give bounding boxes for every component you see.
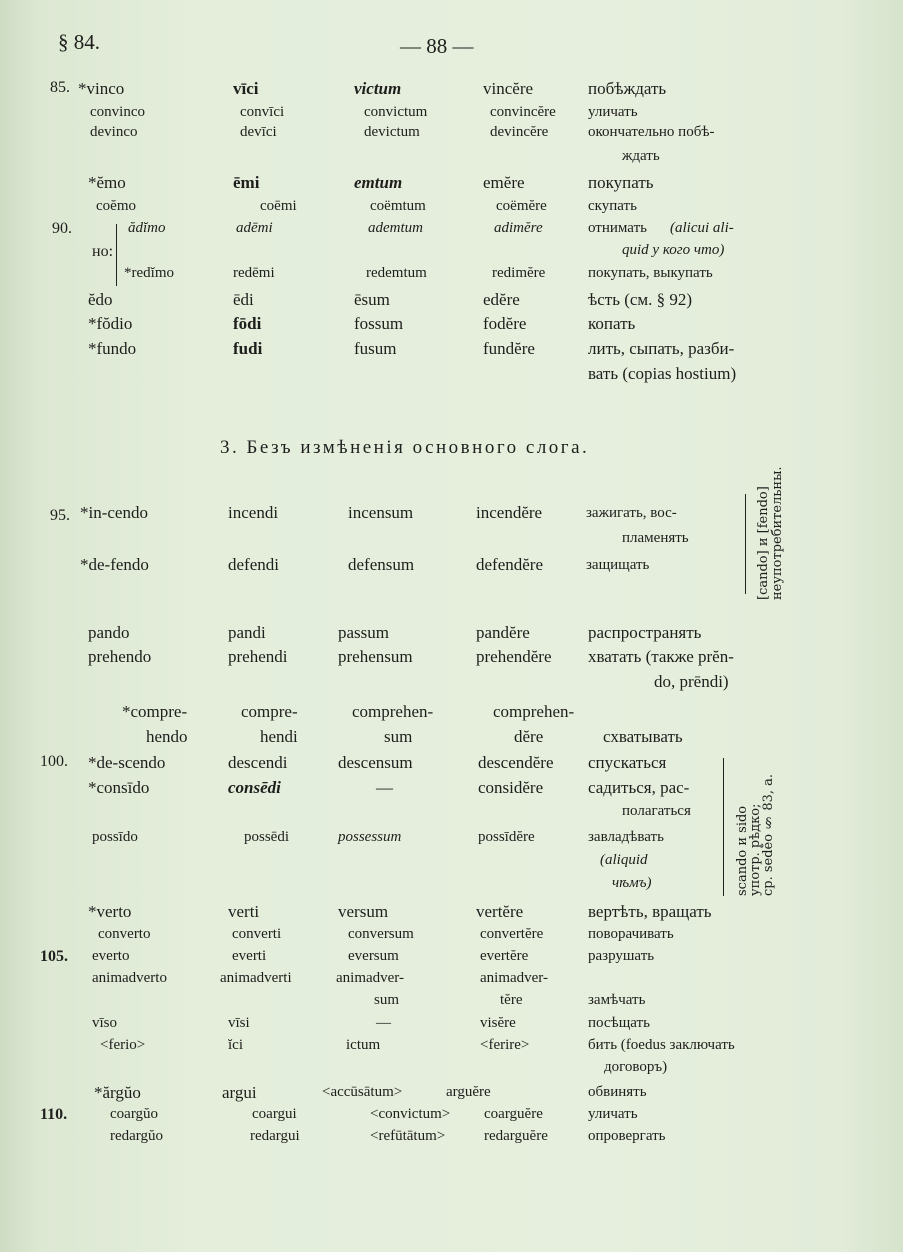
- present-form: *fŏdio: [88, 314, 133, 333]
- meaning: схватывать: [603, 727, 683, 746]
- perfect-form: consēdi: [228, 778, 281, 797]
- supine-form: <convictum>: [370, 1106, 451, 1122]
- but-label: но:: [92, 243, 114, 260]
- table-row: [0, 1015, 903, 1037]
- present-form: possīdo: [92, 829, 138, 845]
- meaning: хватать (также prĕn-: [588, 647, 734, 666]
- perfect-form: convīci: [240, 104, 285, 120]
- supine-form: animadver-: [336, 970, 404, 986]
- meaning: вертѣть, вращать: [588, 902, 712, 921]
- supine-form: —: [376, 1015, 391, 1031]
- meaning: опровергать: [588, 1128, 666, 1144]
- supine-form: ictum: [346, 1037, 381, 1053]
- table-row: [0, 198, 903, 220]
- side-note-line: неупотребительны.: [770, 466, 785, 600]
- row-number: 110.: [40, 1106, 68, 1123]
- present-form: ădĭmo: [128, 220, 166, 236]
- supine-form: eversum: [348, 948, 399, 964]
- meaning-continuation: ждать: [622, 148, 660, 164]
- meaning: обвинять: [588, 1084, 647, 1100]
- side-note-line: scando и sido: [735, 805, 750, 896]
- meaning: посѣщать: [588, 1015, 650, 1031]
- supine-form: coëmtum: [370, 198, 426, 214]
- supine-form: versum: [338, 902, 389, 921]
- meaning: бить (foedus заключать: [588, 1037, 735, 1053]
- meaning: покупать: [588, 173, 654, 192]
- table-row-continuation: [0, 727, 903, 749]
- meaning: зажигать, вос-: [586, 505, 677, 521]
- meaning: уличать: [588, 1106, 638, 1122]
- present-form: vīso: [92, 1015, 118, 1031]
- supine-form: <refūtātum>: [370, 1128, 446, 1144]
- perfect-form: everti: [232, 948, 267, 964]
- meaning-continuation: пламенять: [622, 530, 689, 546]
- infinitive-form: adimĕre: [494, 220, 543, 236]
- table-row: [0, 902, 903, 924]
- table-row: [0, 970, 903, 992]
- present-form: animadverto: [92, 970, 167, 986]
- table-row: [0, 314, 903, 336]
- supine-form: convictum: [364, 104, 428, 120]
- present-form: *in-cendo: [80, 503, 148, 522]
- table-row-continuation: [0, 364, 903, 386]
- table-row: [0, 1083, 903, 1105]
- perfect-form: redēmi: [233, 265, 275, 281]
- infinitive-form: coëmĕre: [496, 198, 547, 214]
- table-row-continuation: [0, 1059, 903, 1081]
- table-row: [0, 1037, 903, 1059]
- side-note-rare-forms: [736, 758, 775, 896]
- supine-form-continuation: sum: [384, 727, 413, 746]
- row-number: 90.: [52, 220, 72, 237]
- infinitive-form: pandĕre: [476, 623, 530, 642]
- table-row: [0, 647, 903, 669]
- infinitive-form: animadver-: [480, 970, 548, 986]
- supine-form: <accūsātum>: [322, 1084, 403, 1100]
- supine-form: comprehen-: [352, 702, 434, 721]
- meaning: завладѣвать: [588, 829, 664, 845]
- supine-form: defensum: [348, 555, 415, 574]
- table-row: [0, 79, 903, 101]
- present-form: *de-fendo: [80, 555, 149, 574]
- present-form: *verto: [88, 902, 132, 921]
- table-row: [0, 1106, 903, 1128]
- infinitive-form: vincĕre: [483, 79, 534, 98]
- table-row: [0, 702, 903, 724]
- present-form: everto: [92, 948, 130, 964]
- brace: [723, 758, 724, 896]
- table-row: [0, 124, 903, 146]
- supine-form: descensum: [338, 753, 413, 772]
- present-form: devinco: [90, 124, 138, 140]
- meaning-gloss: (aliquid: [600, 852, 648, 868]
- supine-form: incensum: [348, 503, 414, 522]
- table-row: [0, 104, 903, 126]
- side-note-line: употр. рѣдко;: [748, 803, 763, 896]
- supine-form: ademtum: [368, 220, 423, 236]
- perfect-form-continuation: hendi: [260, 727, 298, 746]
- supine-form: redemtum: [366, 265, 427, 281]
- perfect-form: argui: [222, 1083, 257, 1102]
- present-form: *ărgŭo: [94, 1083, 141, 1102]
- infinitive-form: fundĕre: [483, 339, 535, 358]
- infinitive-form: considĕre: [478, 778, 544, 797]
- present-form: ĕdo: [88, 290, 113, 309]
- infinitive-form: comprehen-: [493, 702, 575, 721]
- perfect-form: prehendi: [228, 647, 288, 666]
- meaning: покупать, выкупать: [588, 265, 713, 281]
- row-number: 95.: [50, 507, 70, 524]
- meaning: распространять: [588, 623, 702, 642]
- present-form: *vinco: [78, 79, 125, 98]
- supine-form: devictum: [364, 124, 420, 140]
- meaning-continuation: do, prēndi): [654, 672, 729, 691]
- meaning-continuation: полагаться: [622, 803, 691, 819]
- table-row-continuation: [0, 992, 903, 1014]
- perfect-form: vīsi: [228, 1015, 250, 1031]
- infinitive-form: convertĕre: [480, 926, 544, 942]
- meaning-gloss: (alicui ali-: [670, 220, 734, 236]
- table-row: [0, 948, 903, 970]
- perfect-form: vīci: [233, 79, 259, 98]
- table-row: [0, 339, 903, 361]
- infinitive-form-continuation: tĕre: [500, 992, 523, 1008]
- infinitive-form: incendĕre: [476, 503, 543, 522]
- supine-form: prehensum: [338, 647, 413, 666]
- meaning: скупать: [588, 198, 637, 214]
- infinitive-form: redarguĕre: [484, 1128, 548, 1144]
- infinitive-form: possīdĕre: [478, 829, 535, 845]
- supine-form: emtum: [354, 173, 403, 192]
- perfect-form: ēdi: [233, 290, 254, 309]
- present-form: prehendo: [88, 647, 152, 666]
- table-row: [0, 173, 903, 195]
- table-row-continuation: [0, 242, 903, 264]
- supine-form: victum: [354, 79, 402, 98]
- infinitive-form: fodĕre: [483, 314, 527, 333]
- present-form: *de-scendo: [88, 753, 166, 772]
- perfect-form: animadverti: [220, 970, 292, 986]
- page-number: — 88 —: [400, 34, 474, 58]
- perfect-form: fōdi: [233, 314, 262, 333]
- perfect-form: coēmi: [260, 198, 297, 214]
- present-form-continuation: hendo: [146, 727, 188, 746]
- infinitive-form: vertĕre: [476, 902, 524, 921]
- present-form: redargŭo: [110, 1128, 164, 1144]
- present-form: coargŭo: [110, 1106, 159, 1122]
- perfect-form: compre-: [241, 702, 298, 721]
- meaning: спускаться: [588, 753, 667, 772]
- perfect-form: pandi: [228, 623, 266, 642]
- infinitive-form: visĕre: [480, 1015, 516, 1031]
- perfect-form: devīci: [240, 124, 277, 140]
- supine-form-continuation: sum: [374, 992, 400, 1008]
- row-number: 85.: [50, 79, 70, 96]
- perfect-form: redargui: [250, 1128, 300, 1144]
- meaning-continuation: quid у кого что): [622, 242, 725, 258]
- present-form: <ferio>: [100, 1037, 146, 1053]
- table-row: [0, 623, 903, 645]
- table-row: [0, 220, 903, 242]
- perfect-form: ēmi: [233, 173, 260, 192]
- infinitive-form: evertĕre: [480, 948, 529, 964]
- infinitive-form: coarguĕre: [484, 1106, 543, 1122]
- perfect-form: verti: [228, 902, 260, 921]
- meaning: замѣчать: [588, 992, 646, 1008]
- side-note-line: ср. sedĕo § 83, a.: [761, 773, 776, 896]
- side-note-line: [cando] и [fendo]: [756, 486, 771, 600]
- row-number: 105.: [40, 948, 68, 965]
- supine-form: passum: [338, 623, 389, 642]
- perfect-form: fudi: [233, 339, 263, 358]
- infinitive-form-continuation: dĕre: [514, 727, 544, 746]
- side-note-unused-forms: [756, 466, 785, 600]
- infinitive-form: edĕre: [483, 290, 520, 309]
- present-form: coĕmo: [96, 198, 136, 214]
- meaning: окончательно побѣ-: [588, 124, 715, 140]
- table-row-continuation: [0, 148, 903, 170]
- present-form: *fundo: [88, 339, 137, 358]
- present-form: *redĭmo: [124, 265, 174, 281]
- meaning-continuation: договоръ): [604, 1059, 668, 1075]
- meaning-continuation: вать (copias hostium): [588, 364, 737, 383]
- perfect-form: possēdi: [244, 829, 289, 845]
- section-heading: 3. Безъ измѣненія основного слога.: [220, 437, 590, 458]
- present-form: *compre-: [122, 702, 188, 721]
- infinitive-form: convincĕre: [490, 104, 556, 120]
- meaning: ѣсть (см. § 92): [588, 290, 693, 309]
- infinitive-form: <ferire>: [480, 1037, 530, 1053]
- row-number: 100.: [40, 753, 68, 770]
- perfect-form: adēmi: [236, 220, 273, 236]
- present-form: convinco: [90, 104, 145, 120]
- infinitive-form: prehendĕre: [476, 647, 552, 666]
- infinitive-form: redimĕre: [492, 265, 546, 281]
- infinitive-form: arguĕre: [446, 1084, 491, 1100]
- meaning: разрушать: [588, 948, 655, 964]
- table-row: [0, 926, 903, 948]
- supine-form: fusum: [354, 339, 397, 358]
- supine-form: —: [376, 778, 393, 797]
- perfect-form: coargui: [252, 1106, 297, 1122]
- present-form: pando: [88, 623, 130, 642]
- table-row: [0, 265, 903, 287]
- meaning: защищать: [586, 557, 650, 573]
- supine-form: conversum: [348, 926, 414, 942]
- supine-form: ēsum: [354, 290, 390, 309]
- meaning: садиться, рас-: [588, 778, 690, 797]
- infinitive-form: emĕre: [483, 173, 525, 192]
- meaning: уличать: [588, 104, 638, 120]
- present-form: *ĕmo: [88, 173, 126, 192]
- present-form: *consīdo: [88, 778, 150, 797]
- perfect-form: ĭci: [228, 1037, 243, 1053]
- section-marker: § 84.: [58, 30, 100, 54]
- meaning: побѣждать: [588, 79, 667, 98]
- meaning: поворачивать: [588, 926, 674, 942]
- perfect-form: converti: [232, 926, 282, 942]
- table-row: [0, 1128, 903, 1150]
- infinitive-form: devincĕre: [490, 124, 549, 140]
- meaning: отнимать: [588, 220, 647, 236]
- perfect-form: incendi: [228, 503, 279, 522]
- infinitive-form: descendĕre: [478, 753, 554, 772]
- brace: [745, 494, 746, 594]
- meaning-gloss: чѣмъ): [612, 875, 652, 891]
- present-form: converto: [98, 926, 151, 942]
- table-row-continuation: [0, 672, 903, 694]
- table-row: [0, 290, 903, 312]
- supine-form: fossum: [354, 314, 404, 333]
- meaning: лить, сыпать, разби-: [588, 339, 735, 358]
- supine-form: possessum: [338, 829, 402, 845]
- perfect-form: defendi: [228, 555, 279, 574]
- infinitive-form: defendĕre: [476, 555, 544, 574]
- perfect-form: descendi: [228, 753, 288, 772]
- meaning: копать: [588, 314, 636, 333]
